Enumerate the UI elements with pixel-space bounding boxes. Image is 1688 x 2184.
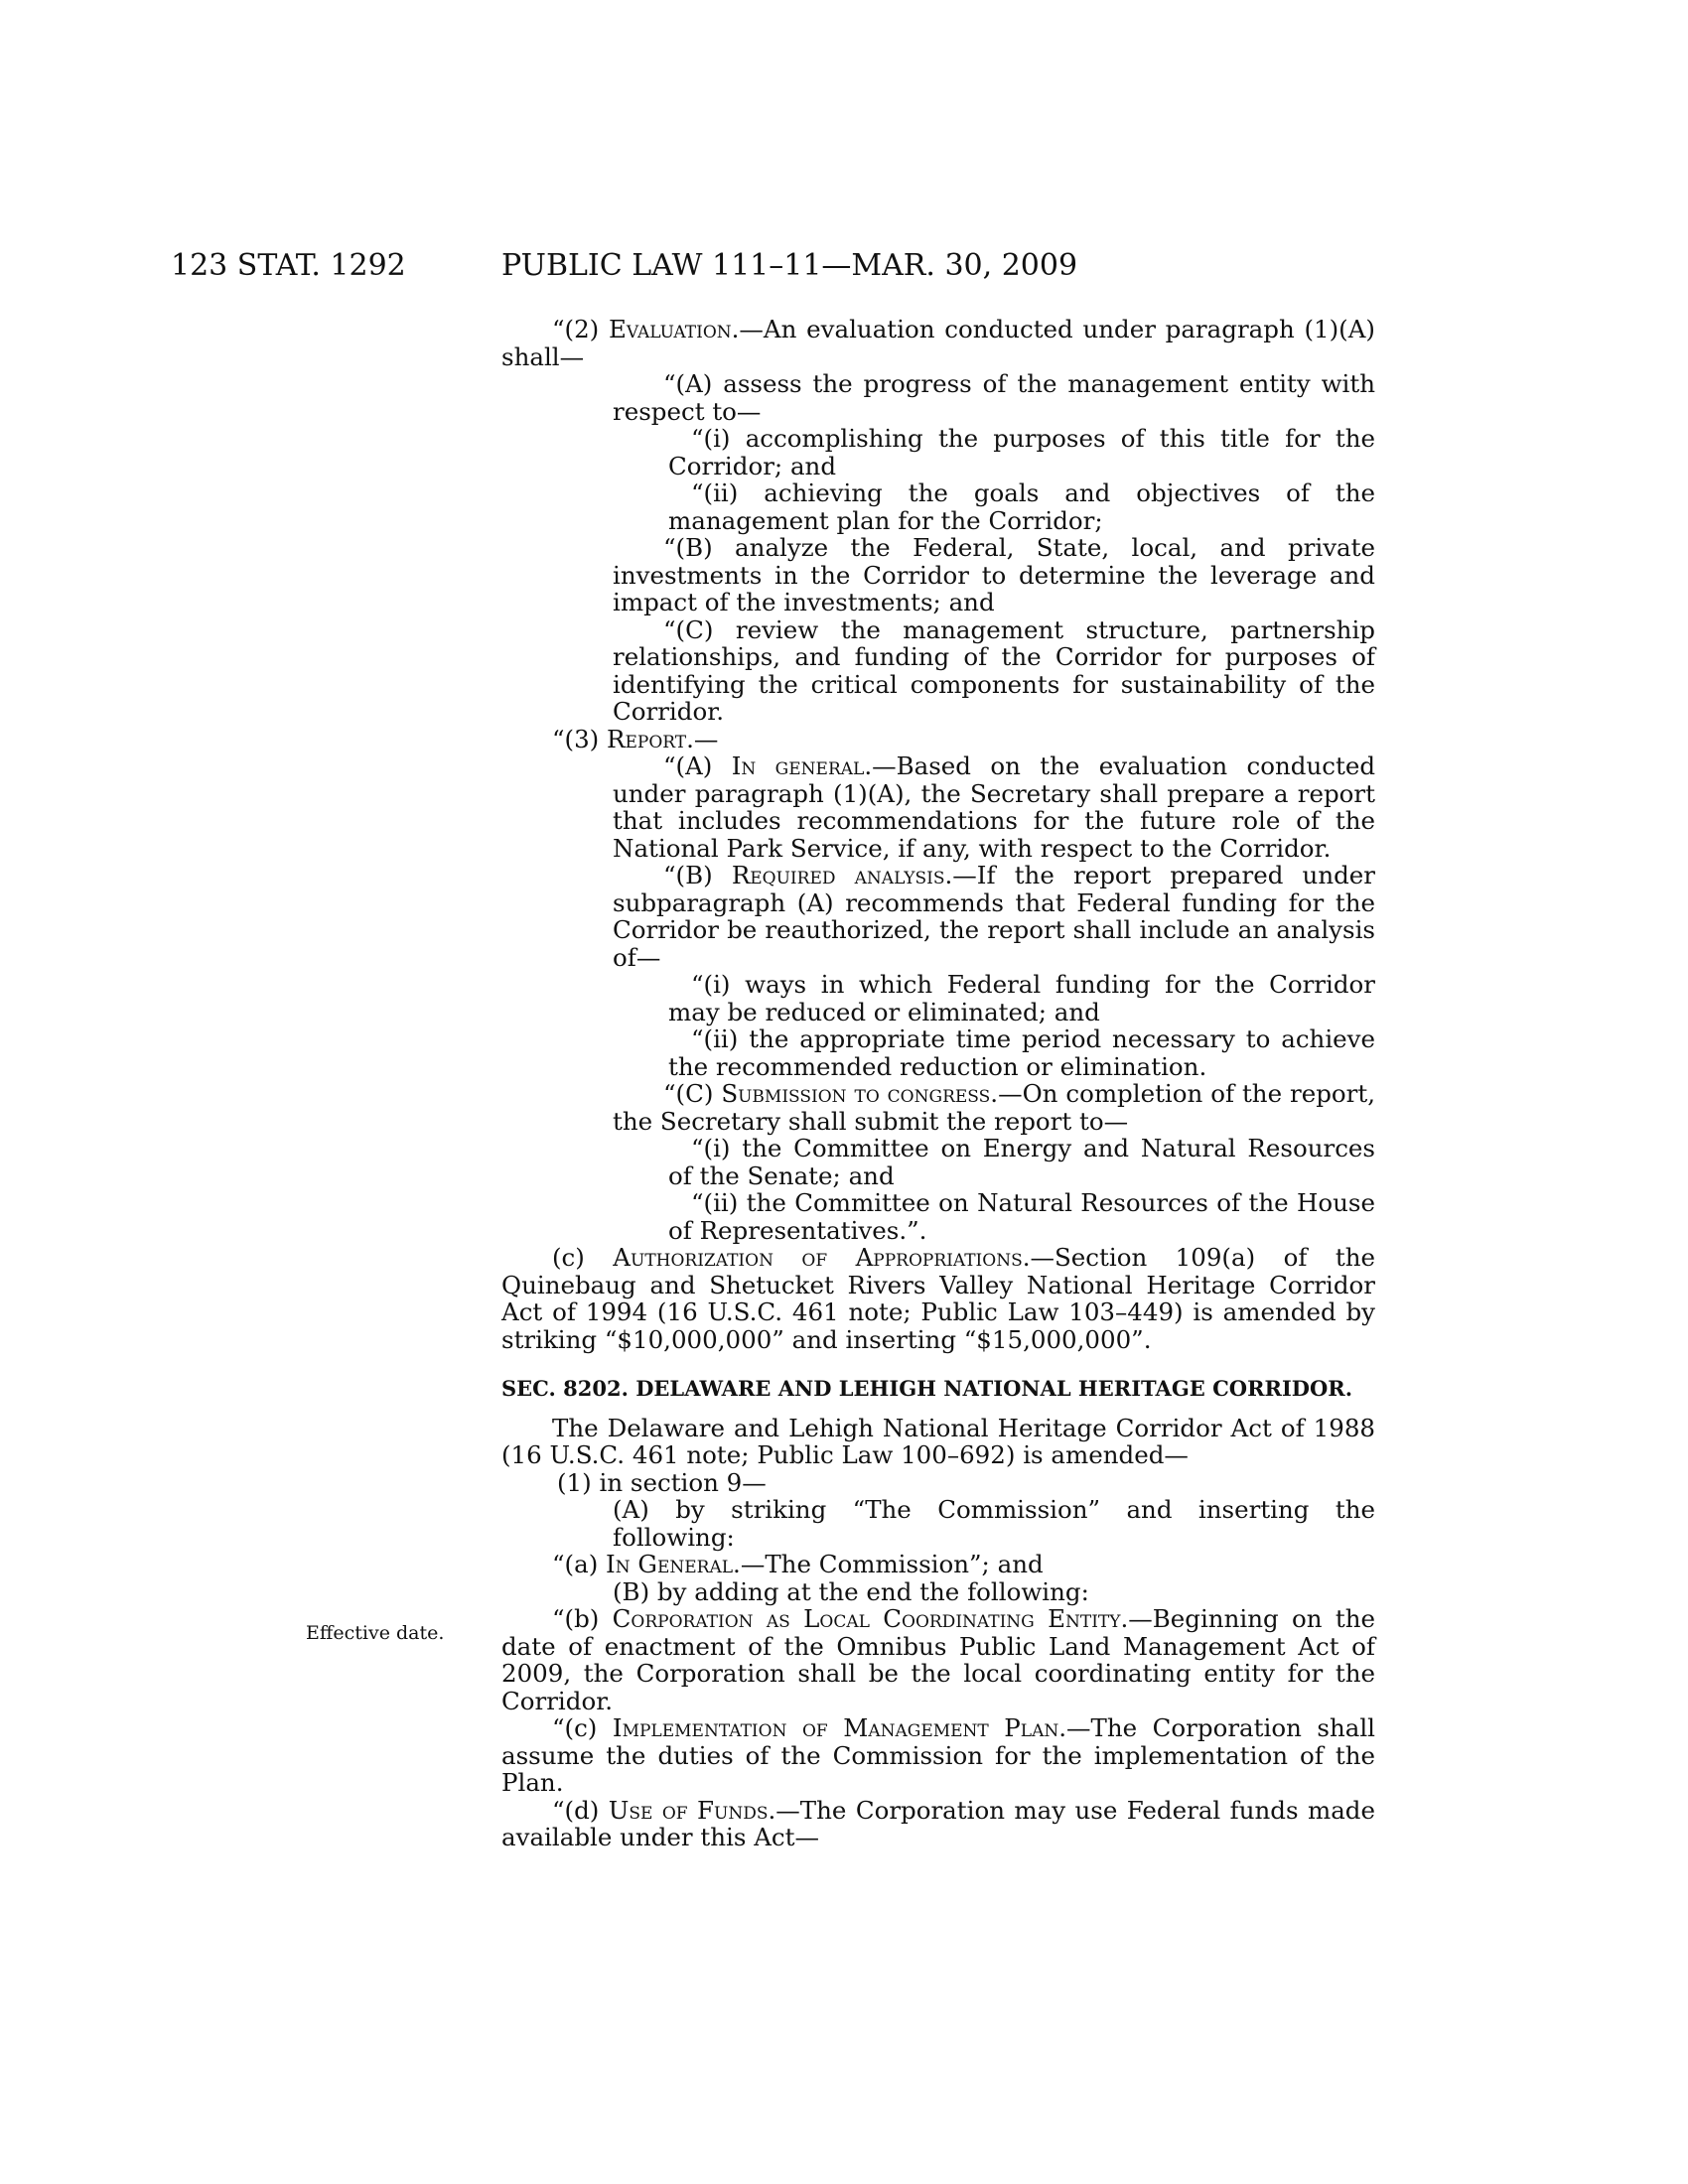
- paragraph-implementation: “(c) Implementation of Management Plan.—The Corporation shall assume the duties of the Commission for the implementation of the Plan.: [501, 1713, 1376, 1797]
- paragraph-report: “(3) Report.—: [552, 724, 719, 753]
- paragraph-accomplishing-purposes: “(i) accomplishing the purposes of this title for the Corridor; and: [668, 424, 1375, 480]
- paragraph-authorization: (c) Authorization of Appropriations.—Section 109(a) of the Quinebaug and Shetucket Rivers Valley National Heritage Corridor Act of 1994 (16 U.S.C. 461 note; Public Law 103–449) is amended by striking “$10,000,000” and inserting “$15,000,000”.: [501, 1243, 1375, 1354]
- paragraph-submission: “(C) Submission to congress.—On completion of the report, the Secretary shall submit the report to—: [613, 1079, 1375, 1136]
- paragraph-time-period: “(ii) the appropriate time period necessary to achieve the recommended reduction or elimination.: [668, 1024, 1375, 1081]
- paragraph-required-analysis: “(B) Required analysis.—If the report prepared under subparagraph (A) recommends that Federal funding for the Corridor be reauthorized, the report shall include an analysis of—: [613, 861, 1376, 972]
- paragraph-corporation-entity: “(b) Corporation as Local Coordinating Entity.—Beginning on the date of enactment of the Omnibus Public Land Management Act of 2009, the Corporation shall be the local coordinating entity for the Corridor.: [501, 1604, 1375, 1715]
- paragraph-ways-funding: “(i) ways in which Federal funding for the Corridor may be reduced or eliminated; and: [668, 970, 1375, 1026]
- paragraph-house-committee: “(ii) the Committee on Natural Resources of the House of Representatives.”.: [668, 1188, 1375, 1245]
- paragraph-achieving-goals: “(ii) achieving the goals and objectives of the management plan for the Corridor;: [668, 478, 1375, 535]
- paragraph-review-structure: “(C) review the management structure, partnership relationships, and funding of the Corridor for purposes of identifying the critical components for sustainability of the Corridor.: [613, 614, 1375, 726]
- paragraph-senate-committee: “(i) the Committee on Energy and Natural Resources of the Senate; and: [668, 1134, 1375, 1190]
- section-heading: SEC. 8202. DELAWARE AND LEHIGH NATIONAL HERITAGE CORRIDOR.: [501, 1376, 1353, 1401]
- paragraph-adding: (B) by adding at the end the following:: [613, 1576, 1089, 1606]
- paragraph-use-of-funds: “(d) Use of Funds.—The Corporation may use Federal funds made available under this Act—: [501, 1795, 1375, 1851]
- paragraph-analyze-investments: “(B) analyze the Federal, State, local, and private investments in the Corridor to determine the leverage and impact of the investments; and: [613, 533, 1375, 616]
- public-law-title: PUBLIC LAW 111–11—MAR. 30, 2009: [501, 248, 1078, 283]
- stat-citation: 123 STAT. 1292: [171, 248, 406, 283]
- paragraph-in-general-a: “(a) In General.—The Commission”; and: [552, 1550, 1044, 1578]
- page-header: [0, 248, 1688, 288]
- paragraph-section-9: (1) in section 9—: [557, 1467, 767, 1497]
- paragraph-striking: (A) by striking “The Commission” and inserting the following:: [613, 1495, 1375, 1552]
- margin-note-effective-date: Effective date.: [306, 1622, 445, 1644]
- paragraph-evaluation: “(2) Evaluation.—An evaluation conducted under paragraph (1)(A) shall—: [501, 315, 1375, 371]
- paragraph-delaware-intro: The Delaware and Lehigh National Heritage Corridor Act of 1988 (16 U.S.C. 461 note; Public Law 100–692) is amended—: [501, 1413, 1375, 1469]
- document-body: [501, 316, 1375, 1851]
- paragraph-in-general: “(A) In general.—Based on the evaluation conducted under paragraph (1)(A), the Secretary shall prepare a report that includes recommendations for the future role of the National Park Service, if any, with respect to the Corridor.: [613, 751, 1375, 863]
- paragraph-assess-progress: “(A) assess the progress of the management entity with respect to—: [613, 369, 1375, 426]
